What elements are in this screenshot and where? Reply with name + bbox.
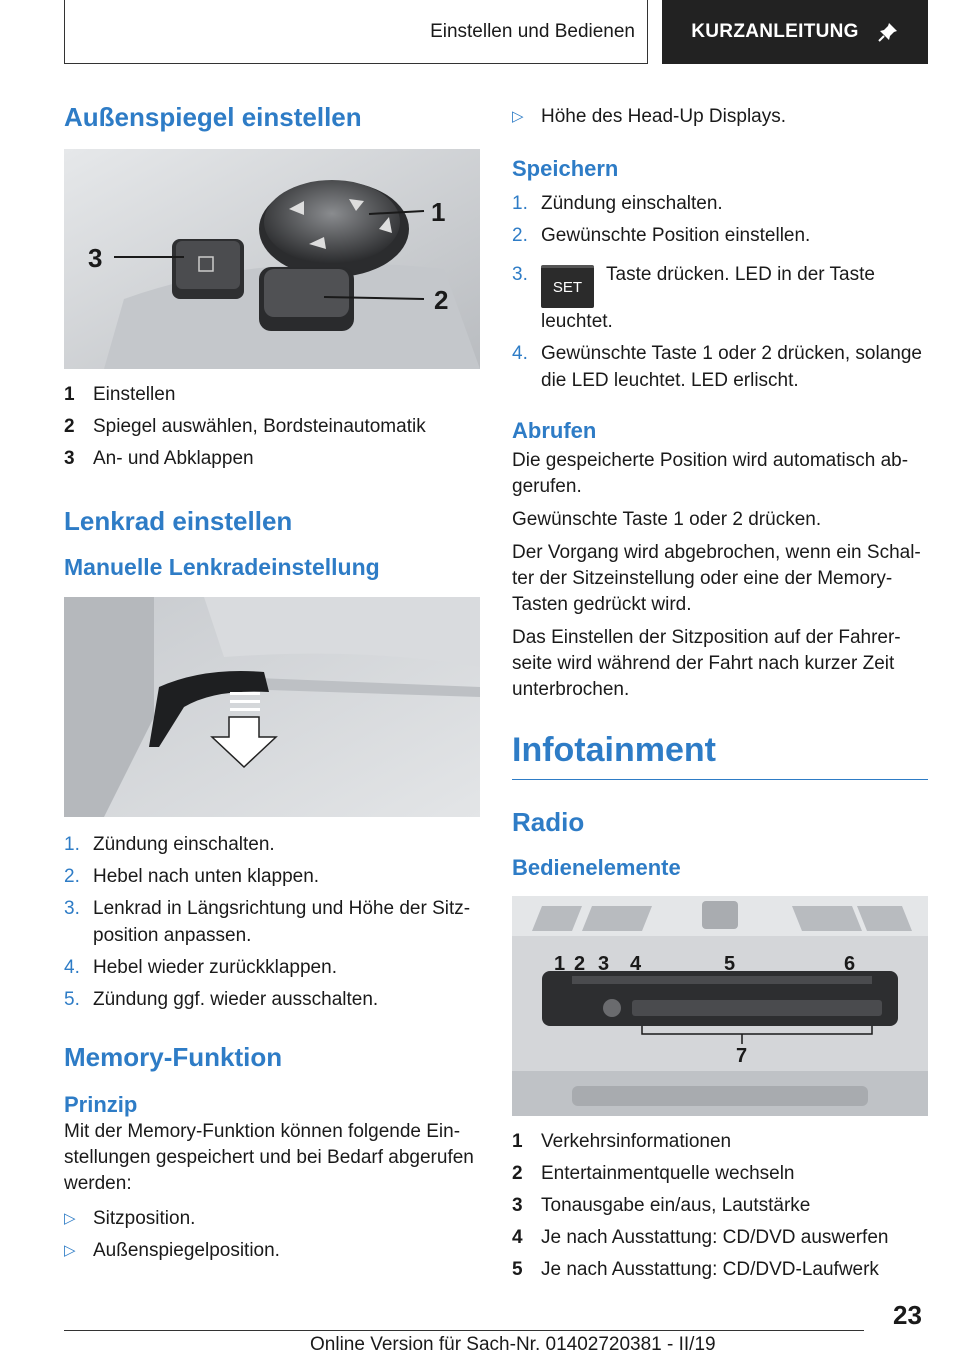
pin-icon: [877, 21, 899, 43]
steering-subheading: Manuelle Lenkradeinstellung: [64, 554, 380, 580]
footer-divider: [64, 1330, 864, 1331]
figure-label-2: 2: [574, 953, 586, 975]
figure-label-6: 6: [844, 953, 856, 975]
recall-heading: Abrufen: [512, 418, 597, 443]
list-item: 5. Zündung ggf. wieder ausschalten.: [64, 989, 379, 1010]
figure-label-7: 7: [736, 1045, 748, 1067]
list-item: 3. SETTaste drücken. LED in der Taste leuchtet.: [512, 264, 875, 332]
triangle-bullet-icon: ▷: [64, 1210, 76, 1227]
recall-text-3: Der Vorgang wird abgebrochen, wenn ein Schal-ter der Sitzeinstellung oder eine der Memory-Tasten gedrückt wird.: [512, 542, 921, 615]
list-item: 4. Gewünschte Taste 1 oder 2 drücken, solange die LED leuchtet. LED erlischt.: [512, 343, 922, 391]
figure-label-5: 5: [724, 953, 736, 975]
list-item: 1. Zündung einschalten.: [64, 834, 275, 855]
memory-bullets-cont: [512, 103, 928, 130]
list-item: 4 Je nach Ausstattung: CD/DVD auswerfen: [512, 1227, 889, 1248]
section-title: Einstellen und Bedienen: [430, 20, 635, 42]
radio-legend: [512, 1126, 928, 1286]
mirror-legend: [64, 379, 480, 475]
figure-label-4: 4: [630, 953, 642, 975]
list-item: 3 Tonausgabe ein/aus, Lautstärke: [512, 1195, 811, 1216]
recall-text-4: Das Einstellen der Sitzposition auf der Fahrer-seite wird während der Fahrt nach kurzer Zeit unterbrochen.: [512, 627, 901, 700]
steering-lever-illustration: [64, 597, 480, 817]
list-item: 1 Einstellen: [64, 384, 176, 405]
list-item: ▷ Höhe des Head-Up Displays.: [512, 103, 928, 130]
mirror-heading: Außenspiegel einstellen: [64, 102, 362, 132]
chapter-tab: [662, 0, 928, 64]
footer-text: Online Version für Sach-Nr. 01402720381 - II/19: [310, 1334, 716, 1355]
list-item: 2. Hebel nach unten klappen.: [64, 866, 320, 887]
steering-steps: [64, 831, 480, 1013]
memory-text: Mit der Memory-Funktion können folgende Ein-stellungen gespeichert und bei Bedarf abgerufen werden:: [64, 1121, 474, 1194]
steering-figure: [64, 597, 480, 817]
steering-heading: Lenkrad einstellen: [64, 506, 293, 536]
radio-heading: Radio: [512, 807, 585, 837]
chapter-title: KURZANLEITUNG: [691, 21, 859, 42]
controls-heading: Bedienelemente: [512, 855, 681, 880]
principle-heading: Prinzip: [64, 1092, 138, 1117]
save-heading: Speichern: [512, 156, 619, 181]
list-item: 2 Spiegel auswählen, Bordsteinautomatik: [64, 416, 426, 437]
list-item: ▷ Sitzposition.: [64, 1205, 480, 1232]
list-item: 5 Je nach Ausstattung: CD/DVD-Laufwerk: [512, 1259, 879, 1280]
figure-label-1: 1: [431, 197, 446, 227]
figure-label-3: 3: [88, 243, 103, 273]
page-number: 23: [893, 1300, 922, 1330]
figure-label-3: 3: [598, 953, 610, 975]
list-item: 3 An- und Abklappen: [64, 448, 254, 469]
left-column: [64, 95, 480, 1269]
mirror-switch-illustration: [64, 149, 480, 369]
list-item: 4. Hebel wieder zurückklappen.: [64, 957, 337, 978]
list-item: 1. Zündung einschalten.: [512, 193, 723, 214]
list-item: ▷ Außenspiegelposition.: [64, 1237, 480, 1264]
infotainment-heading-block: [512, 725, 928, 780]
radio-figure: [512, 896, 928, 1116]
recall-text-1: Die gespeicherte Position wird automatisch ab-gerufen.: [512, 450, 909, 497]
save-steps: [512, 190, 928, 394]
section-tab: [64, 0, 648, 64]
list-item: 1 Verkehrsinformationen: [512, 1131, 732, 1152]
right-column: [512, 95, 928, 1286]
infotainment-heading: Infotainment: [512, 731, 716, 769]
triangle-bullet-icon: ▷: [64, 1242, 76, 1259]
list-item: 2. Gewünschte Position einstellen.: [512, 225, 811, 246]
mirror-figure: [64, 149, 480, 369]
memory-bullets: [64, 1205, 480, 1264]
list-item: 3. Lenkrad in Längsrichtung und Höhe der Sitz-position anpassen.: [64, 898, 471, 946]
set-key-icon: SET: [541, 265, 594, 308]
recall-text-2: Gewünschte Taste 1 oder 2 drücken.: [512, 509, 822, 530]
triangle-bullet-icon: ▷: [512, 108, 524, 125]
figure-label-1: 1: [554, 953, 566, 975]
figure-label-2: 2: [434, 285, 449, 315]
radio-panel-illustration: [512, 896, 928, 1116]
list-item: 2 Entertainmentquelle wechseln: [512, 1163, 795, 1184]
memory-heading: Memory-Funktion: [64, 1042, 283, 1072]
